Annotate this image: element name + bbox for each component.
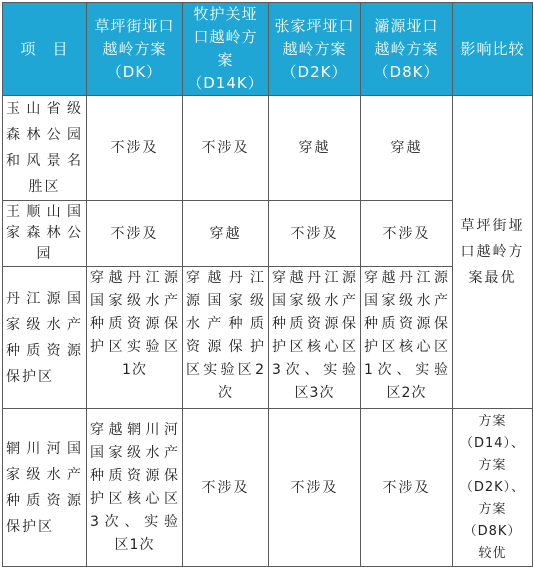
impact-cell-bottom: 方案 （D14）、 方案 （D2K）、 方案 （D8K） 较优 bbox=[453, 409, 533, 567]
header-row bbox=[3, 3, 533, 96]
cell-d14k: 不涉及 bbox=[183, 409, 269, 567]
row-name-cell: 王顺山国 家森林公 园 bbox=[3, 201, 87, 267]
cell-d2k: 穿越丹江源 国家级水产 种质资源保 护区核心区 3次、实验 区3次 bbox=[269, 267, 361, 409]
header-d8k: 灞源垭口 越岭方案 （D8K） bbox=[361, 3, 453, 96]
cell-dk: 穿越丹江源 国家级水产 种质资源保 护区实验区 1次 bbox=[87, 267, 183, 409]
table-row-wangchuan bbox=[3, 409, 533, 567]
cell-d14k: 不涉及 bbox=[183, 96, 269, 201]
header-d2k: 张家坪垭口 越岭方案 （D2K） bbox=[269, 3, 361, 96]
header-item: 项 目 bbox=[3, 3, 87, 96]
row-name-cell: 丹江源国 家级水产 种质资源 保护区 bbox=[3, 267, 87, 409]
header-impact: 影响比较 bbox=[453, 3, 533, 96]
impact-cell-top: 草坪街垭 口越岭方 案最优 bbox=[453, 96, 533, 409]
row-name-cell: 辋川河国 家级水产 种质资源 保护区 bbox=[3, 409, 87, 567]
table-row-yushan bbox=[3, 96, 533, 201]
cell-d8k: 穿越 bbox=[361, 96, 453, 201]
cell-dk: 不涉及 bbox=[87, 96, 183, 201]
cell-dk: 不涉及 bbox=[87, 201, 183, 267]
cell-d2k: 不涉及 bbox=[269, 201, 361, 267]
cell-d14k: 穿越 bbox=[183, 201, 269, 267]
cell-d2k: 穿越 bbox=[269, 96, 361, 201]
cell-d8k: 不涉及 bbox=[361, 409, 453, 567]
cell-d2k: 不涉及 bbox=[269, 409, 361, 567]
header-dk: 草坪街垭口 越岭方案 （DK） bbox=[87, 3, 183, 96]
header-d14k: 牧护关垭 口越岭方 案（D14K） bbox=[183, 3, 269, 96]
cell-d8k: 穿越丹江源 国家级水产 种质资源保 护区核心区 1次、实验 区2次 bbox=[361, 267, 453, 409]
cell-d14k: 穿越丹江 源国家级 水产种质 资源保护 区实验区2 次 bbox=[183, 267, 269, 409]
row-name-cell: 玉山省级 森林公园 和风景名 胜区 bbox=[3, 96, 87, 201]
cell-dk: 穿越辋川河 国家级水产 种质资源保 护区核心区 3次、实验 区1次 bbox=[87, 409, 183, 567]
cell-d8k: 不涉及 bbox=[361, 201, 453, 267]
comparison-table bbox=[2, 2, 533, 567]
